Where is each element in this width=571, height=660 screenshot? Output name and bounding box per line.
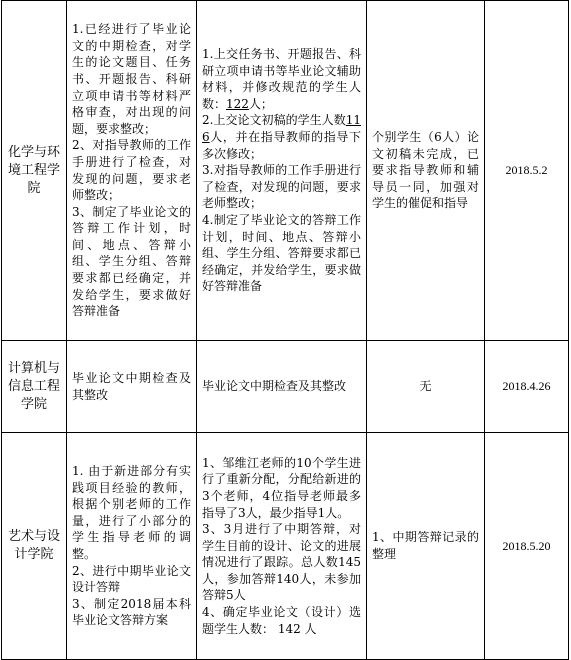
list-item: 2.上交论文初稿的学生人数116人，并在指导教师的指导下多次修改； [202,113,361,161]
list-item: 4.制定了毕业论文的答辩工作计划，时间、地点、答辩小组、学生分组、答辩要求都已经确定，并发给学生，要求做好答辩准备 [202,212,361,294]
issue-cell: 1、中期答辩记录的整理 [367,433,485,660]
list-item: 4、确定毕业论文（设计）选题学生人数： 142 人 [202,605,361,636]
date-cell: 2018.5.2 [485,1,569,341]
result-cell: 毕业论文中期检查及其整改 [197,341,367,433]
list-item: 3、3月进行了中期答辩，对学生目前的设计、论文的进展情况进行了跟踪。总人数145人，参加答辩140人，未参加答辩5人 [202,522,361,603]
result-cell [197,433,367,660]
check-work-cell [67,1,197,341]
date-cell: 2018.4.26 [485,341,569,433]
list-item: 1.上交任务书、开题报告、科研立项申请书等毕业论文辅助材料，并修改规范的学生人数：122人； [202,47,361,111]
list-item: 2、进行中期毕业论文设计答辩 [72,563,191,595]
list-item: 1. 由于新进部分有实践项目经验的教师，根据个别老师的工作量，进行了小部分的学生指导老师的调整。 [72,464,191,561]
date-cell: 2018.5.20 [485,433,569,660]
department-cell: 计算机与信息工程学院 [2,341,67,433]
list-item: 3、制定了毕业论文的答辩工作计划，时间、地点、答辩小组、学生分组、答辩要求都已经确定，并发给学生，要求做好答辩准备 [72,204,191,319]
student-count: 122 [226,96,249,111]
department-cell: 艺术与设计学院 [2,433,67,660]
student-count: 116 [202,113,361,145]
list-item: 3、制定2018届本科毕业论文答辩方案 [72,596,191,628]
list-item: 2、对指导教师的工作手册进行了检查，对发现的问题，要求老师整改； [72,138,191,203]
result-cell [197,1,367,341]
issue-cell: 个别学生（6人）论文初稿未完成，已要求指导教师和辅导员一同，加强对学生的催促和指导 [367,1,485,341]
list-item: 3.对指导教师的工作手册进行了检查，对发现的问题，要求老师整改； [202,163,361,211]
issue-cell: 无 [367,341,485,433]
department-cell: 化学与环境工程学院 [2,1,67,341]
check-work-cell [67,433,197,660]
check-work-cell: 毕业论文中期检查及其整改 [67,341,197,433]
table-row [2,1,569,341]
table-row [2,433,569,660]
progress-report-table [1,0,569,660]
list-item: 1、邹维江老师的10个学生进行了重新分配，分配给新进的3个老师，4位指导老师最多指导了3人，最少指导1人。 [202,455,361,520]
list-item: 1.已经进行了毕业论文的中期检查，对学生的论文题目、任务书、开题报告、科研立项申请书等材料严格审查，对出现的问题，要求整改； [72,22,191,136]
table-row [2,341,569,433]
